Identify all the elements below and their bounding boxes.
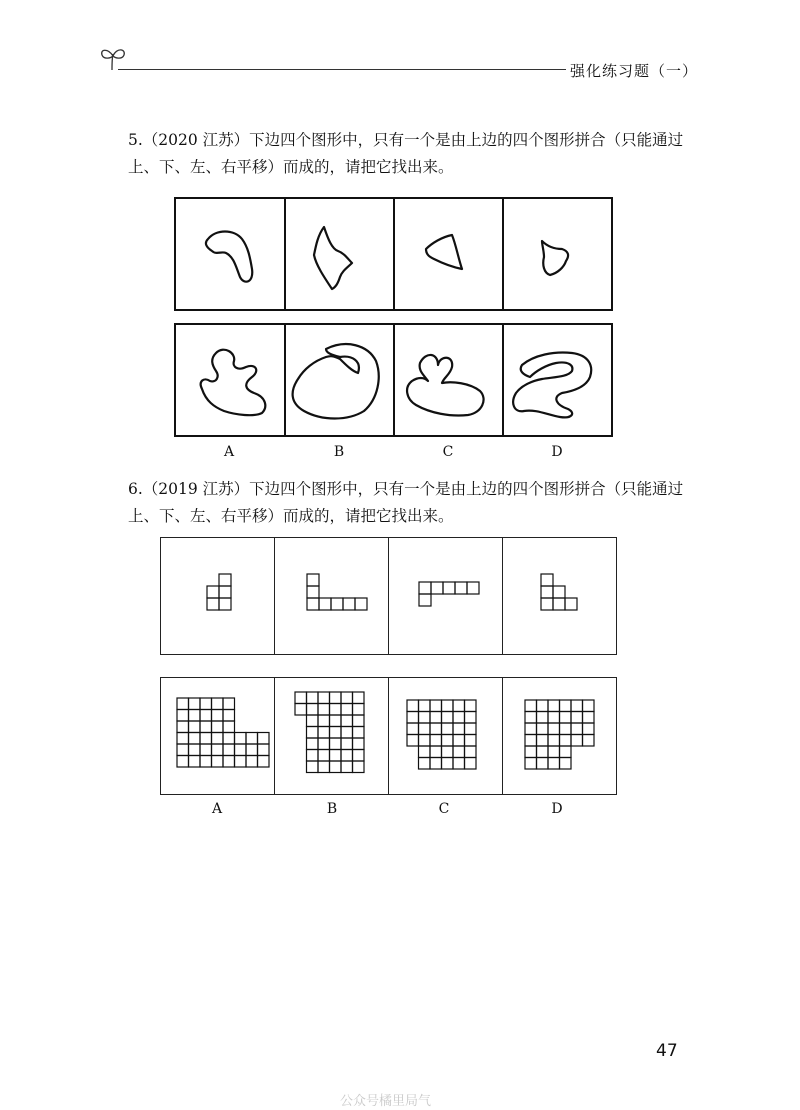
q5-option-a-shape: [201, 350, 266, 415]
grid-cell: [330, 738, 342, 750]
grid-cell: [307, 761, 319, 773]
grid-cell: [571, 723, 583, 735]
grid-cell: [419, 700, 431, 712]
grid-cell: [525, 712, 537, 724]
q5-option-b-label: B: [333, 444, 345, 460]
grid-cell: [407, 723, 419, 735]
grid-cell: [560, 758, 572, 770]
grid-cell: [318, 715, 330, 727]
grid-cell: [583, 735, 595, 747]
grid-cell: [330, 750, 342, 762]
grid-cell: [419, 758, 431, 770]
grid-cell: [307, 692, 319, 704]
grid-cell: [246, 756, 258, 768]
question-6-text: 6.（2019 江苏）下边四个图形中，只有一个是由上边的四个图形拼合（只能通过上、下、左、右平移）而成的，请把它找出来。: [128, 480, 684, 525]
grid-cell: [212, 698, 224, 710]
grid-cell: [307, 750, 319, 762]
grid-cell: [341, 692, 353, 704]
grid-cell: [355, 598, 367, 610]
grid-cell: [212, 721, 224, 733]
grid-cell: [307, 598, 319, 610]
grid-cell: [307, 727, 319, 739]
q6-option-d-label: D: [551, 801, 563, 817]
grid-cell: [295, 704, 307, 716]
q5-option-d-label: D: [551, 444, 563, 460]
page-number: 47: [656, 1041, 678, 1061]
q5-option-b-shape: [293, 344, 379, 418]
grid-cell: [541, 598, 553, 610]
grid-cell: [258, 756, 270, 768]
grid-cell: [548, 746, 560, 758]
grid-cell: [455, 582, 467, 594]
grid-cell: [407, 700, 419, 712]
grid-cell: [453, 758, 465, 770]
grid-cell: [583, 700, 595, 712]
grid-cell: [560, 735, 572, 747]
q6-piece-4: [541, 574, 577, 610]
q6-option-d-shape: [525, 700, 594, 769]
grid-cell: [465, 723, 477, 735]
grid-cell: [341, 750, 353, 762]
grid-cell: [318, 704, 330, 716]
grid-cell: [560, 700, 572, 712]
grid-cell: [537, 735, 549, 747]
grid-cell: [307, 704, 319, 716]
q6-pieces-frame: [160, 537, 617, 655]
q6-option-b-shape: [295, 692, 364, 773]
grid-cell: [330, 692, 342, 704]
grid-cell: [430, 758, 442, 770]
grid-cell: [465, 700, 477, 712]
grid-cell: [560, 712, 572, 724]
grid-cell: [343, 598, 355, 610]
grid-cell: [442, 700, 454, 712]
grid-cell: [442, 723, 454, 735]
grid-cell: [353, 750, 365, 762]
grid-cell: [341, 715, 353, 727]
grid-cell: [430, 712, 442, 724]
q5-piece-2: [314, 227, 352, 289]
grid-cell: [200, 698, 212, 710]
grid-cell: [319, 598, 331, 610]
grid-cell: [330, 761, 342, 773]
grid-cell: [212, 744, 224, 756]
grid-cell: [189, 733, 201, 745]
grid-cell: [525, 746, 537, 758]
grid-cell: [177, 733, 189, 745]
grid-cell: [419, 712, 431, 724]
q5-piece-4: [542, 241, 568, 275]
grid-cell: [465, 746, 477, 758]
grid-cell: [219, 598, 231, 610]
grid-cell: [565, 598, 577, 610]
q5-pieces-frame: [174, 197, 613, 311]
grid-cell: [258, 744, 270, 756]
grid-cell: [553, 598, 565, 610]
grid-cell: [189, 721, 201, 733]
q6-option-a-label: A: [211, 801, 223, 817]
grid-cell: [453, 746, 465, 758]
grid-cell: [353, 692, 365, 704]
grid-cell: [525, 700, 537, 712]
grid-cell: [465, 712, 477, 724]
grid-cell: [307, 574, 319, 586]
grid-cell: [341, 704, 353, 716]
grid-cell: [443, 582, 455, 594]
grid-cell: [307, 738, 319, 750]
grid-cell: [537, 700, 549, 712]
grid-cell: [212, 756, 224, 768]
q5-option-c-shape: [407, 355, 484, 416]
grid-cell: [442, 758, 454, 770]
grid-cell: [318, 727, 330, 739]
grid-cell: [430, 723, 442, 735]
grid-cell: [465, 758, 477, 770]
grid-cell: [537, 712, 549, 724]
grid-cell: [235, 756, 247, 768]
q5-option-c-label: C: [442, 444, 454, 460]
watermark: 公众号橘里局气: [340, 1094, 432, 1109]
q5-piece-1: [206, 232, 252, 282]
grid-cell: [177, 698, 189, 710]
grid-cell: [442, 712, 454, 724]
grid-cell: [200, 756, 212, 768]
grid-cell: [467, 582, 479, 594]
grid-cell: [407, 712, 419, 724]
q6-piece-3: [419, 582, 479, 606]
grid-cell: [419, 594, 431, 606]
grid-cell: [419, 735, 431, 747]
grid-cell: [177, 744, 189, 756]
grid-cell: [318, 738, 330, 750]
grid-cell: [318, 761, 330, 773]
grid-cell: [430, 735, 442, 747]
sprout-icon: [98, 44, 128, 72]
grid-cell: [189, 756, 201, 768]
q6-piece-1: [207, 574, 231, 610]
grid-cell: [419, 746, 431, 758]
grid-cell: [525, 735, 537, 747]
grid-cell: [235, 744, 247, 756]
grid-cell: [219, 586, 231, 598]
q6-option-c-label: C: [438, 801, 450, 817]
grid-cell: [341, 727, 353, 739]
grid-cell: [453, 712, 465, 724]
grid-cell: [189, 744, 201, 756]
grid-cell: [207, 586, 219, 598]
grid-cell: [177, 721, 189, 733]
q6-pieces-grid: [207, 574, 577, 610]
grid-cell: [200, 733, 212, 745]
grid-cell: [330, 727, 342, 739]
grid-cell: [318, 692, 330, 704]
grid-cell: [548, 735, 560, 747]
grid-cell: [548, 712, 560, 724]
grid-cell: [560, 746, 572, 758]
grid-cell: [419, 723, 431, 735]
grid-cell: [307, 715, 319, 727]
grid-cell: [419, 582, 431, 594]
grid-cell: [341, 761, 353, 773]
grid-cell: [431, 582, 443, 594]
grid-cell: [223, 721, 235, 733]
grid-cell: [537, 746, 549, 758]
grid-cell: [318, 750, 330, 762]
grid-cell: [548, 723, 560, 735]
grid-cell: [525, 723, 537, 735]
grid-cell: [212, 733, 224, 745]
grid-cell: [571, 712, 583, 724]
q5-options-frame: [174, 323, 613, 437]
grid-cell: [571, 735, 583, 747]
grid-cell: [541, 586, 553, 598]
grid-cell: [548, 700, 560, 712]
grid-cell: [353, 715, 365, 727]
section-title: 强化练习题（一）: [570, 62, 699, 80]
grid-cell: [212, 710, 224, 722]
q5-option-d-shape: [513, 353, 591, 418]
grid-cell: [583, 712, 595, 724]
grid-cell: [223, 733, 235, 745]
grid-cell: [541, 574, 553, 586]
q6-option-b-label: B: [326, 801, 338, 817]
grid-cell: [219, 574, 231, 586]
grid-cell: [235, 733, 247, 745]
grid-cell: [330, 704, 342, 716]
q5-option-a-label: A: [223, 444, 235, 460]
grid-cell: [465, 735, 477, 747]
grid-cell: [442, 746, 454, 758]
header-rule: [118, 69, 566, 70]
grid-cell: [430, 700, 442, 712]
grid-cell: [353, 738, 365, 750]
q6-piece-2: [307, 574, 367, 610]
grid-cell: [223, 756, 235, 768]
grid-cell: [353, 761, 365, 773]
grid-cell: [353, 727, 365, 739]
grid-cell: [537, 723, 549, 735]
grid-cell: [571, 700, 583, 712]
grid-cell: [548, 758, 560, 770]
grid-cell: [331, 598, 343, 610]
grid-cell: [177, 710, 189, 722]
grid-cell: [223, 710, 235, 722]
q6-options-frame: [160, 677, 617, 795]
grid-cell: [341, 738, 353, 750]
grid-cell: [223, 698, 235, 710]
grid-cell: [189, 698, 201, 710]
grid-cell: [177, 756, 189, 768]
grid-cell: [258, 733, 270, 745]
question-5-text: 5.（2020 江苏）下边四个图形中，只有一个是由上边的四个图形拼合（只能通过上、下、左、右平移）而成的，请把它找出来。: [128, 131, 684, 176]
grid-cell: [330, 715, 342, 727]
grid-cell: [207, 598, 219, 610]
grid-cell: [353, 704, 365, 716]
grid-cell: [537, 758, 549, 770]
grid-cell: [295, 692, 307, 704]
grid-cell: [453, 723, 465, 735]
grid-cell: [525, 758, 537, 770]
grid-cell: [430, 746, 442, 758]
grid-cell: [453, 735, 465, 747]
q6-options-grid: [177, 692, 594, 773]
grid-cell: [200, 744, 212, 756]
grid-cell: [583, 723, 595, 735]
q6-option-a-shape: [177, 698, 269, 767]
grid-cell: [553, 586, 565, 598]
grid-cell: [453, 700, 465, 712]
grid-cell: [407, 735, 419, 747]
grid-cell: [560, 723, 572, 735]
grid-cell: [442, 735, 454, 747]
grid-cell: [246, 744, 258, 756]
q6-option-c-shape: [407, 700, 476, 769]
grid-cell: [307, 586, 319, 598]
q5-piece-3: [426, 235, 462, 269]
grid-cell: [189, 710, 201, 722]
grid-cell: [246, 733, 258, 745]
grid-cell: [200, 721, 212, 733]
grid-cell: [223, 744, 235, 756]
grid-cell: [200, 710, 212, 722]
